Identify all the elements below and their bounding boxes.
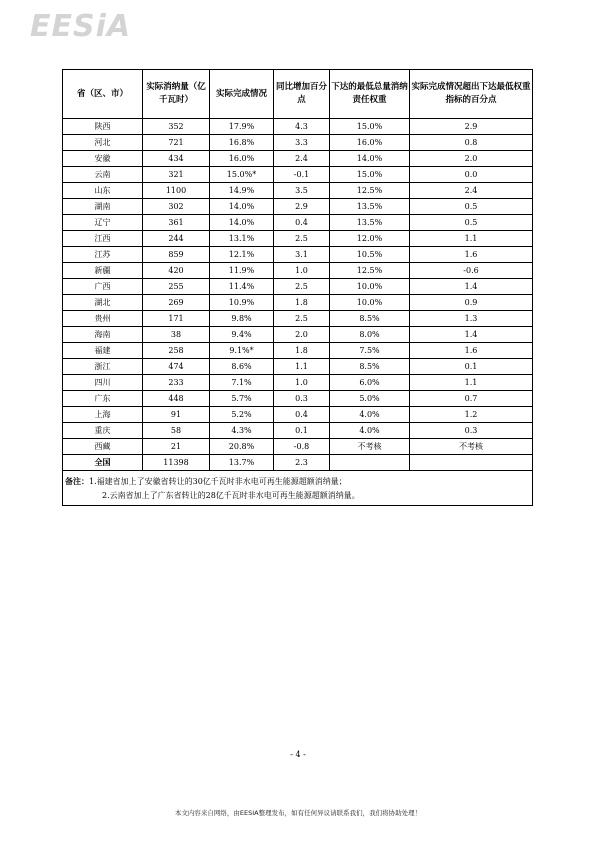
cell-province: 陕西 bbox=[63, 119, 143, 135]
cell-completion: 11.9% bbox=[210, 263, 274, 279]
cell-exceed: 不考核 bbox=[410, 439, 533, 455]
cell-yoy: 3.5 bbox=[274, 183, 330, 199]
cell-min-weight: 6.0% bbox=[330, 375, 410, 391]
cell-exceed: 1.4 bbox=[410, 327, 533, 343]
total-completion: 13.7% bbox=[210, 455, 274, 471]
table-row bbox=[63, 423, 533, 439]
cell-yoy: 0.4 bbox=[274, 215, 330, 231]
cell-province: 江苏 bbox=[63, 247, 143, 263]
cell-yoy: 0.1 bbox=[274, 423, 330, 439]
cell-completion: 9.4% bbox=[210, 327, 274, 343]
cell-consumption: 420 bbox=[143, 263, 210, 279]
cell-exceed: 0.5 bbox=[410, 215, 533, 231]
cell-completion: 8.6% bbox=[210, 359, 274, 375]
table-row bbox=[63, 439, 533, 455]
footer-disclaimer: 本文内容来自网络，由EESIA整理发布，如有任何异议请联系我们，我们将协助处理！ bbox=[174, 809, 422, 817]
cell-completion: 9.1%* bbox=[210, 343, 274, 359]
table-row bbox=[63, 135, 533, 151]
cell-completion: 16.8% bbox=[210, 135, 274, 151]
cell-exceed: 0.9 bbox=[410, 295, 533, 311]
cell-completion: 10.9% bbox=[210, 295, 274, 311]
eesia-logo: EESiA bbox=[30, 9, 132, 44]
cell-province: 海南 bbox=[63, 327, 143, 343]
cell-province: 贵州 bbox=[63, 311, 143, 327]
cell-consumption: 474 bbox=[143, 359, 210, 375]
cell-exceed: 1.4 bbox=[410, 279, 533, 295]
cell-min-weight: 4.0% bbox=[330, 423, 410, 439]
cell-yoy: 1.0 bbox=[274, 375, 330, 391]
cell-min-weight: 16.0% bbox=[330, 135, 410, 151]
cell-province: 重庆 bbox=[63, 423, 143, 439]
table-row bbox=[63, 247, 533, 263]
consumption-table bbox=[62, 69, 533, 506]
notes-line-1: 1.福建省加上了安徽省转让的30亿千瓦时非水电可再生能源超额消纳量； bbox=[89, 476, 347, 486]
table-header-row bbox=[63, 70, 533, 119]
cell-yoy: 2.5 bbox=[274, 311, 330, 327]
cell-min-weight: 10.5% bbox=[330, 247, 410, 263]
cell-province: 江西 bbox=[63, 231, 143, 247]
table-row bbox=[63, 295, 533, 311]
cell-consumption: 244 bbox=[143, 231, 210, 247]
cell-completion: 11.4% bbox=[210, 279, 274, 295]
cell-yoy: 2.5 bbox=[274, 231, 330, 247]
table-row bbox=[63, 391, 533, 407]
table-row bbox=[63, 167, 533, 183]
cell-yoy: 1.8 bbox=[274, 295, 330, 311]
cell-consumption: 721 bbox=[143, 135, 210, 151]
cell-completion: 20.8% bbox=[210, 439, 274, 455]
cell-yoy: 1.1 bbox=[274, 359, 330, 375]
cell-yoy: 4.3 bbox=[274, 119, 330, 135]
cell-yoy: 2.5 bbox=[274, 279, 330, 295]
cell-completion: 14.0% bbox=[210, 215, 274, 231]
cell-min-weight: 15.0% bbox=[330, 119, 410, 135]
cell-completion: 14.0% bbox=[210, 199, 274, 215]
cell-province: 四川 bbox=[63, 375, 143, 391]
header-min-weight: 下达的最低总量消纳责任权重 bbox=[330, 70, 410, 119]
cell-province: 云南 bbox=[63, 167, 143, 183]
cell-province: 广西 bbox=[63, 279, 143, 295]
cell-exceed: 1.1 bbox=[410, 231, 533, 247]
cell-consumption: 361 bbox=[143, 215, 210, 231]
table-row bbox=[63, 343, 533, 359]
header-province: 省（区、市） bbox=[63, 70, 143, 119]
table-row bbox=[63, 327, 533, 343]
notes-label: 备注： bbox=[65, 475, 89, 486]
table-row bbox=[63, 375, 533, 391]
cell-min-weight: 5.0% bbox=[330, 391, 410, 407]
cell-yoy: -0.8 bbox=[274, 439, 330, 455]
cell-consumption: 859 bbox=[143, 247, 210, 263]
table-row bbox=[63, 151, 533, 167]
cell-exceed: 1.6 bbox=[410, 343, 533, 359]
table-row bbox=[63, 359, 533, 375]
cell-consumption: 171 bbox=[143, 311, 210, 327]
cell-yoy: 3.3 bbox=[274, 135, 330, 151]
cell-min-weight: 10.0% bbox=[330, 295, 410, 311]
header-exceed-points: 实际完成情况超出下达最低权重指标的百分点 bbox=[410, 70, 533, 119]
total-yoy: 2.3 bbox=[274, 455, 330, 471]
cell-province: 广东 bbox=[63, 391, 143, 407]
cell-exceed: 2.0 bbox=[410, 151, 533, 167]
cell-consumption: 258 bbox=[143, 343, 210, 359]
notes-cell bbox=[63, 471, 533, 506]
table-row bbox=[63, 215, 533, 231]
cell-completion: 13.1% bbox=[210, 231, 274, 247]
cell-province: 新疆 bbox=[63, 263, 143, 279]
page-number: - 4 - bbox=[290, 750, 306, 759]
table-body bbox=[63, 119, 533, 455]
cell-exceed: 0.5 bbox=[410, 199, 533, 215]
cell-province: 山东 bbox=[63, 183, 143, 199]
header-actual-consumption: 实际消纳量（亿千瓦时） bbox=[143, 70, 210, 119]
table-row bbox=[63, 279, 533, 295]
cell-consumption: 233 bbox=[143, 375, 210, 391]
notes-row bbox=[63, 471, 533, 506]
cell-consumption: 321 bbox=[143, 167, 210, 183]
cell-exceed: 0.0 bbox=[410, 167, 533, 183]
cell-consumption: 91 bbox=[143, 407, 210, 423]
cell-completion: 17.9% bbox=[210, 119, 274, 135]
cell-completion: 9.8% bbox=[210, 311, 274, 327]
cell-min-weight: 15.0% bbox=[330, 167, 410, 183]
table-row bbox=[63, 263, 533, 279]
cell-province: 上海 bbox=[63, 407, 143, 423]
cell-exceed: 0.3 bbox=[410, 423, 533, 439]
cell-exceed: 1.6 bbox=[410, 247, 533, 263]
cell-exceed: 1.2 bbox=[410, 407, 533, 423]
cell-consumption: 302 bbox=[143, 199, 210, 215]
cell-consumption: 58 bbox=[143, 423, 210, 439]
cell-min-weight: 14.0% bbox=[330, 151, 410, 167]
cell-province: 安徽 bbox=[63, 151, 143, 167]
cell-province: 福建 bbox=[63, 343, 143, 359]
cell-exceed: 0.7 bbox=[410, 391, 533, 407]
cell-province: 浙江 bbox=[63, 359, 143, 375]
cell-min-weight: 12.0% bbox=[330, 231, 410, 247]
total-row bbox=[63, 455, 533, 471]
cell-consumption: 352 bbox=[143, 119, 210, 135]
cell-province: 辽宁 bbox=[63, 215, 143, 231]
cell-min-weight: 13.5% bbox=[330, 215, 410, 231]
cell-exceed: 2.9 bbox=[410, 119, 533, 135]
cell-yoy: 0.3 bbox=[274, 391, 330, 407]
notes-line-2: 2.云南省加上了广东省转让的28亿千瓦时非水电可再生能源超额消纳量。 bbox=[102, 490, 360, 500]
header-actual-completion: 实际完成情况 bbox=[210, 70, 274, 119]
cell-min-weight: 12.5% bbox=[330, 183, 410, 199]
cell-min-weight: 10.0% bbox=[330, 279, 410, 295]
table-row bbox=[63, 231, 533, 247]
total-min-weight bbox=[330, 455, 410, 471]
cell-completion: 5.7% bbox=[210, 391, 274, 407]
cell-consumption: 21 bbox=[143, 439, 210, 455]
cell-yoy: 2.4 bbox=[274, 151, 330, 167]
cell-yoy: 3.1 bbox=[274, 247, 330, 263]
cell-min-weight: 8.5% bbox=[330, 359, 410, 375]
table-row bbox=[63, 119, 533, 135]
cell-province: 湖南 bbox=[63, 199, 143, 215]
cell-completion: 4.3% bbox=[210, 423, 274, 439]
cell-consumption: 448 bbox=[143, 391, 210, 407]
cell-province: 湖北 bbox=[63, 295, 143, 311]
cell-min-weight: 4.0% bbox=[330, 407, 410, 423]
cell-yoy: 0.4 bbox=[274, 407, 330, 423]
cell-min-weight: 8.5% bbox=[330, 311, 410, 327]
cell-consumption: 1100 bbox=[143, 183, 210, 199]
cell-consumption: 38 bbox=[143, 327, 210, 343]
cell-exceed: 2.4 bbox=[410, 183, 533, 199]
cell-yoy: 1.8 bbox=[274, 343, 330, 359]
cell-completion: 12.1% bbox=[210, 247, 274, 263]
table-row bbox=[63, 199, 533, 215]
cell-min-weight: 12.5% bbox=[330, 263, 410, 279]
cell-yoy: 2.0 bbox=[274, 327, 330, 343]
cell-completion: 5.2% bbox=[210, 407, 274, 423]
cell-province: 西藏 bbox=[63, 439, 143, 455]
table-row bbox=[63, 407, 533, 423]
total-label: 全国 bbox=[63, 455, 143, 471]
cell-exceed: -0.6 bbox=[410, 263, 533, 279]
cell-completion: 14.9% bbox=[210, 183, 274, 199]
total-exceed bbox=[410, 455, 533, 471]
cell-min-weight: 7.5% bbox=[330, 343, 410, 359]
table-row bbox=[63, 183, 533, 199]
cell-consumption: 255 bbox=[143, 279, 210, 295]
cell-min-weight: 8.0% bbox=[330, 327, 410, 343]
cell-yoy: 1.0 bbox=[274, 263, 330, 279]
cell-min-weight: 13.5% bbox=[330, 199, 410, 215]
cell-consumption: 269 bbox=[143, 295, 210, 311]
cell-completion: 16.0% bbox=[210, 151, 274, 167]
header-yoy-increase: 同比增加百分点 bbox=[274, 70, 330, 119]
cell-completion: 15.0%* bbox=[210, 167, 274, 183]
table-row bbox=[63, 311, 533, 327]
cell-exceed: 0.8 bbox=[410, 135, 533, 151]
cell-min-weight: 不考核 bbox=[330, 439, 410, 455]
total-consumption: 11398 bbox=[143, 455, 210, 471]
cell-consumption: 434 bbox=[143, 151, 210, 167]
cell-exceed: 1.1 bbox=[410, 375, 533, 391]
cell-exceed: 1.3 bbox=[410, 311, 533, 327]
cell-province: 河北 bbox=[63, 135, 143, 151]
cell-yoy: -0.1 bbox=[274, 167, 330, 183]
cell-exceed: 0.1 bbox=[410, 359, 533, 375]
cell-yoy: 2.9 bbox=[274, 199, 330, 215]
cell-completion: 7.1% bbox=[210, 375, 274, 391]
